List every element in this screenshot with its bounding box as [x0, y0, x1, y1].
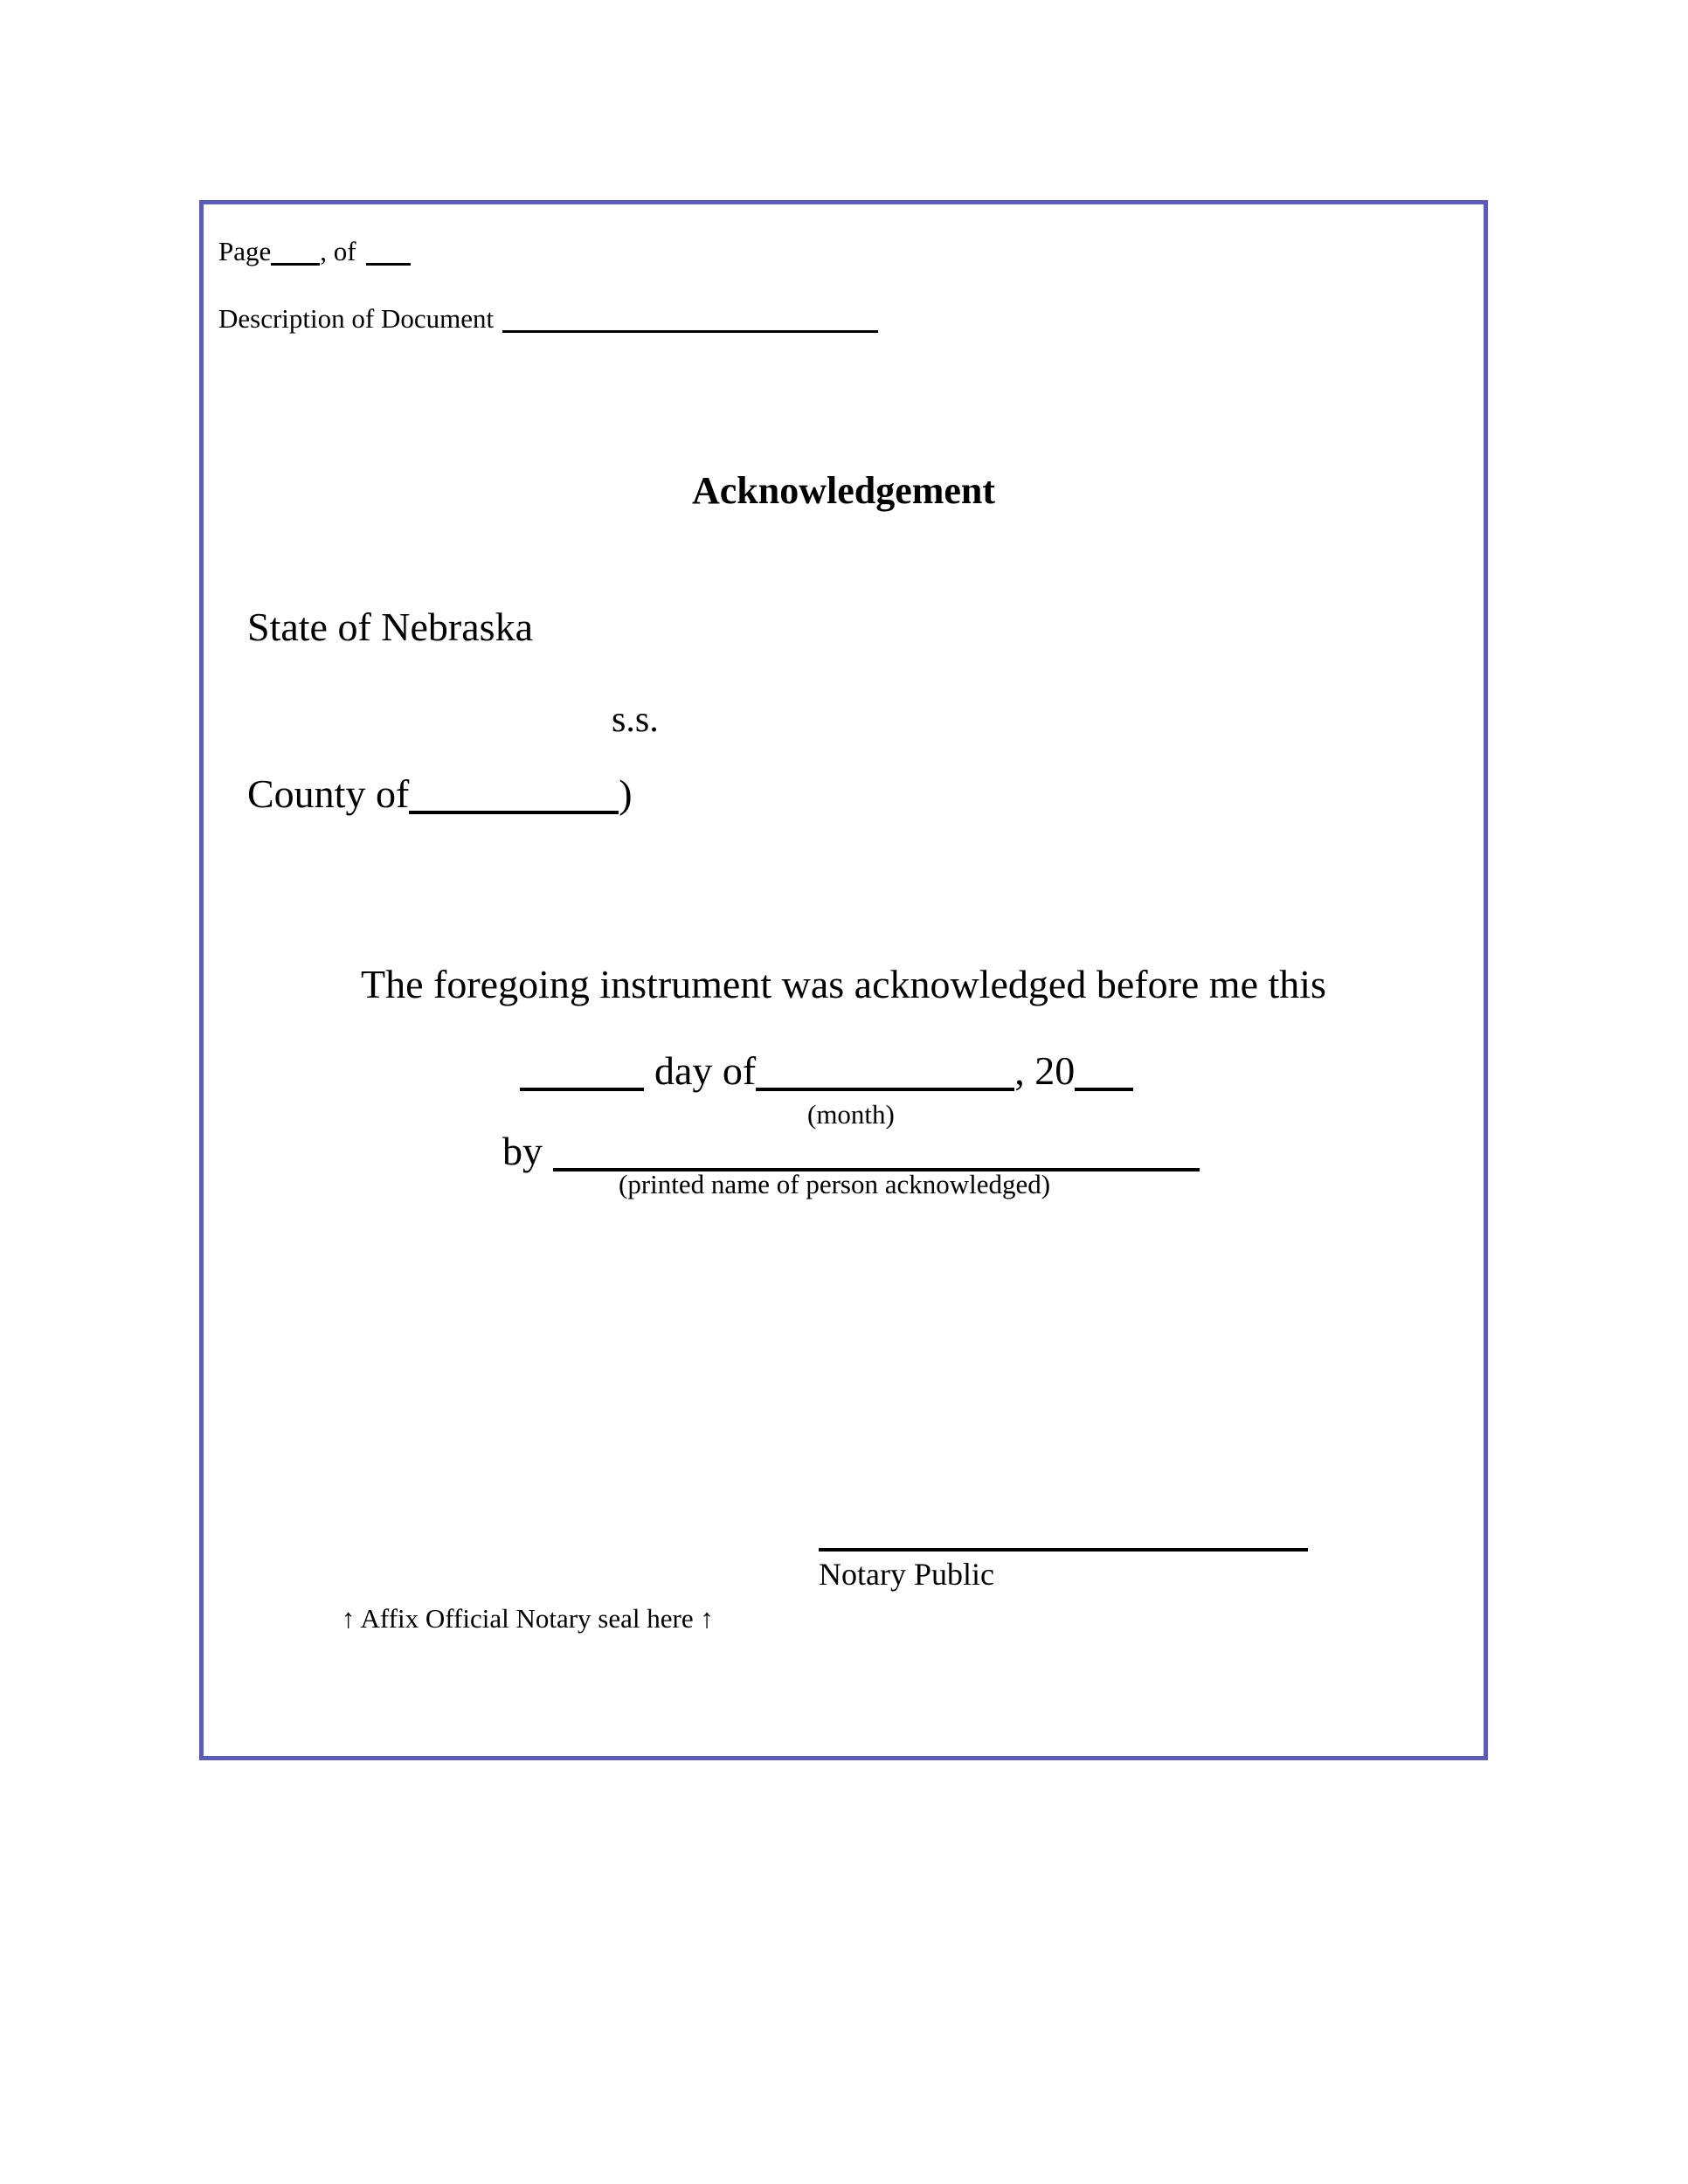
- document-title: Acknowledgement: [691, 469, 996, 512]
- notary-public-label: Notary Public: [819, 1557, 994, 1592]
- printed-name-blank[interactable]: [553, 1132, 1200, 1171]
- seal-instruction: ↑ Affix Official Notary seal here ↑: [342, 1603, 714, 1634]
- date-line: [520, 1048, 1133, 1095]
- by-label: by: [502, 1129, 543, 1173]
- ss-abbreviation: s.s.: [612, 700, 659, 740]
- notary-signature-block: [819, 1548, 1308, 1593]
- page-total-blank[interactable]: [366, 238, 411, 266]
- description-line: [218, 303, 878, 335]
- county-close-paren: ): [619, 771, 633, 816]
- day-blank[interactable]: [520, 1052, 644, 1091]
- county-label: County of: [247, 771, 410, 816]
- description-blank[interactable]: [502, 306, 878, 333]
- page-number-line: [218, 236, 411, 267]
- page-number-blank[interactable]: [271, 238, 320, 266]
- acknowledgment-statement: The foregoing instrument was acknowledged before me this: [361, 962, 1326, 1006]
- state-line: State of Nebraska: [247, 605, 533, 649]
- printed-name-caption: (printed name of person acknowledged): [619, 1169, 1051, 1199]
- page-of-label: , of: [320, 236, 356, 266]
- county-line: [247, 771, 633, 818]
- county-blank[interactable]: [409, 775, 619, 814]
- form-border: [199, 200, 1488, 1760]
- year-blank[interactable]: [1075, 1052, 1133, 1091]
- page-label: Page: [218, 236, 272, 266]
- day-of-label: day of: [654, 1048, 757, 1093]
- by-line: [502, 1129, 1200, 1175]
- year-prefix: , 20: [1014, 1048, 1076, 1093]
- month-blank[interactable]: [756, 1052, 1014, 1091]
- description-label: Description of Document: [218, 303, 495, 334]
- month-caption: (month): [807, 1099, 895, 1130]
